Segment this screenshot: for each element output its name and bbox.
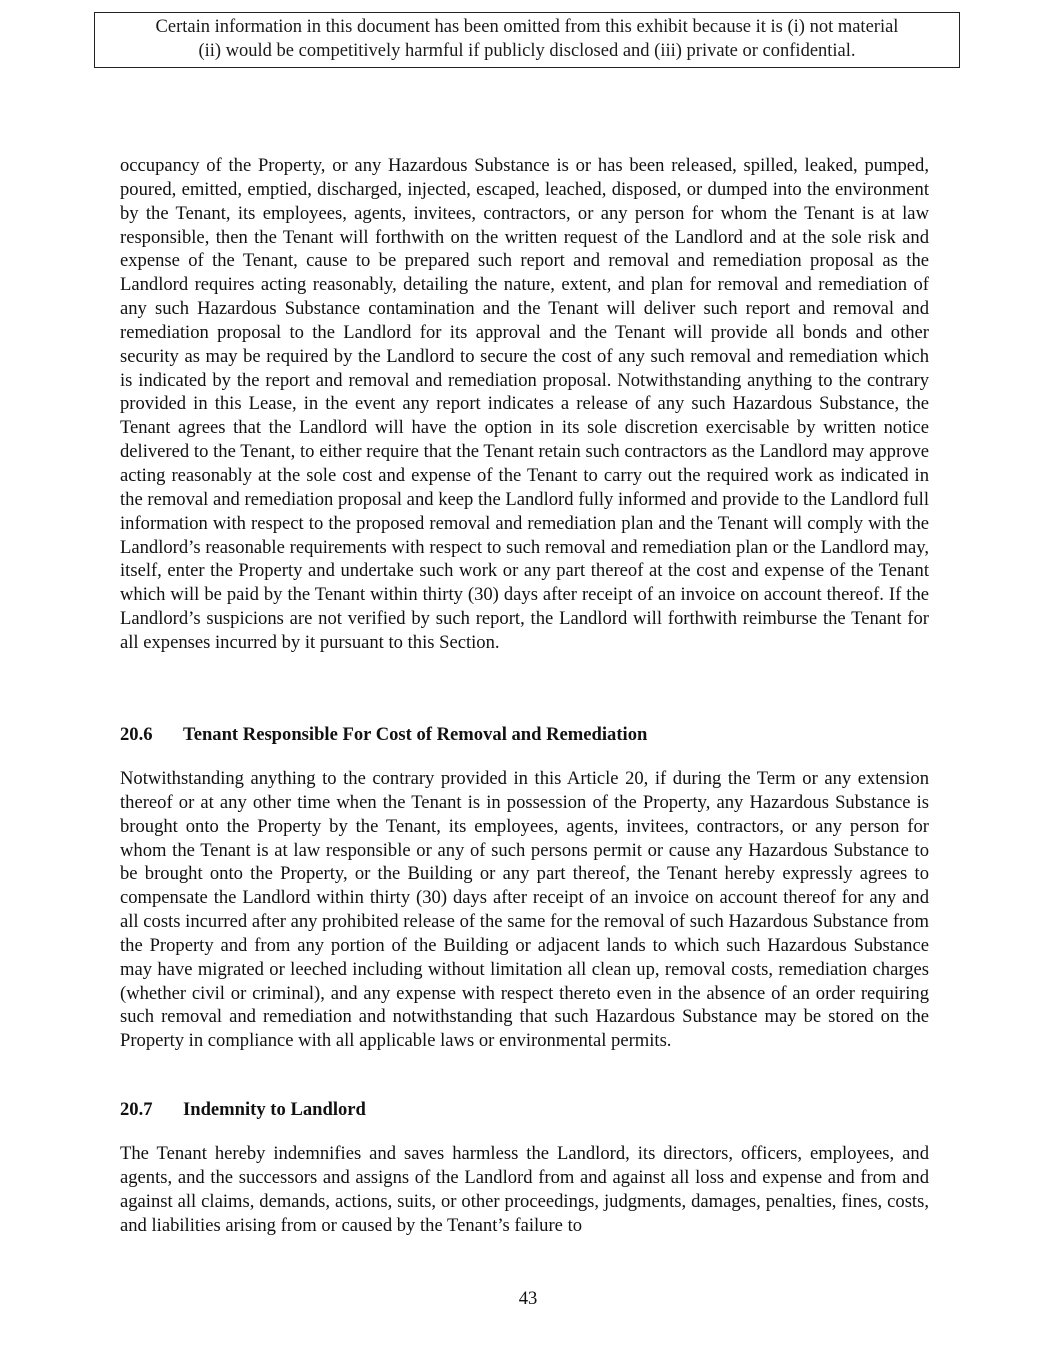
section-number: 20.7	[120, 1099, 153, 1120]
section-number: 20.6	[120, 724, 153, 745]
section-body-20-6: Notwithstanding anything to the contrary provided in this Article 20, if during the Term or any extension thereof or at any other time when the Tenant is in possession of the Property, any Hazardous Substance is brought onto the Property by the Tenant, its employees, agents, invitees, contractors, or any person for whom the Tenant is at law responsible or any of such persons permit or cause any Hazardous Substance to be brought onto the Property, or the Building or any part thereof, the Tenant hereby expressly agrees to compensate the Landlord within thirty (30) days after receipt of an invoice on account thereof for any and all costs incurred after any prohibited release of the same for the removal of such Hazardous Substance from the Property and from any portion of the Building or adjacent lands to which such Hazardous Substance may have migrated or leeched including without limitation all clean up, removal costs, remediation charges (whether civil or criminal), and any expense with respect thereto even in the absence of an order requiring such removal and remediation and notwithstanding that such Hazardous Substance may be stored on the Property in compliance with all applicable laws or environmental permits.	[120, 768, 929, 1052]
notice-line-2: (ii) would be competitively harmful if publicly disclosed and (iii) private or confidential.	[198, 41, 856, 61]
page-number: 43	[518, 1288, 538, 1309]
section-title: Indemnity to Landlord	[183, 1099, 366, 1120]
section-heading-20-6	[120, 723, 647, 747]
notice-line-1: Certain information in this document has been omitted from this exhibit because it is (i) not material	[155, 17, 899, 37]
section-title: Tenant Responsible For Cost of Removal and Remediation	[183, 724, 648, 745]
continuation-paragraph: occupancy of the Property, or any Hazardous Substance is or has been released, spilled, leaked, pumped, poured, emitted, emptied, discharged, injected, escaped, leached, disposed, or dumped into the environment by the Tenant, its employees, agents, invitees, contractors, or any person for whom the Tenant is at law responsible, then the Tenant will forthwith on the written request of the Landlord and at the sole risk and expense of the Tenant, cause to be prepared such report and removal and remediation proposal as the Landlord requires acting reasonably, detailing the nature, extent, and plan for removal and remediation of any such Hazardous Substance contamination and the Tenant will deliver such report and removal and remediation proposal to the Landlord for its approval and the Tenant will provide all bonds and other security as may be required by the Landlord to secure the cost of any such removal and remediation which is indicated by the report and removal and remediation proposal. Notwithstanding anything to the contrary provided in this Lease, in the event any report indicates a release of any such Hazardous Substance, the Tenant agrees that the Landlord will have the option in its sole discretion exercisable by written notice delivered to the Tenant, to either require that the Tenant retain such contractors as the Landlord may approve acting reasonably at the sole cost and expense of the Tenant to carry out the required work as indicated in the removal and remediation proposal and keep the Landlord fully informed and provide to the Landlord full information with respect to the proposed removal and remediation plan and the Tenant will comply with the Landlord’s reasonable requirements with respect to such removal and remediation plan or the Landlord may, itself, enter the Property and undertake such work or any part thereof at the cost and expense of the Tenant which will be paid by the Tenant within thirty (30) days after receipt of an invoice on account thereof. If the Landlord’s suspicions are not verified by such report, the Landlord will forthwith reimburse the Tenant for all expenses incurred by it pursuant to this Section.	[120, 155, 929, 653]
confidentiality-notice	[94, 12, 960, 68]
document-body	[120, 154, 929, 1236]
section-body-20-7: The Tenant hereby indemnifies and saves harmless the Landlord, its directors, officers, employees, and agents, and the successors and assigns of the Landlord from and against all loss and expense and from and against all claims, demands, actions, suits, or other proceedings, judgments, damages, penalties, fines, costs, and liabilities arising from or caused by the Tenant’s failure to	[120, 1143, 929, 1236]
section-heading-20-7	[120, 1098, 366, 1122]
